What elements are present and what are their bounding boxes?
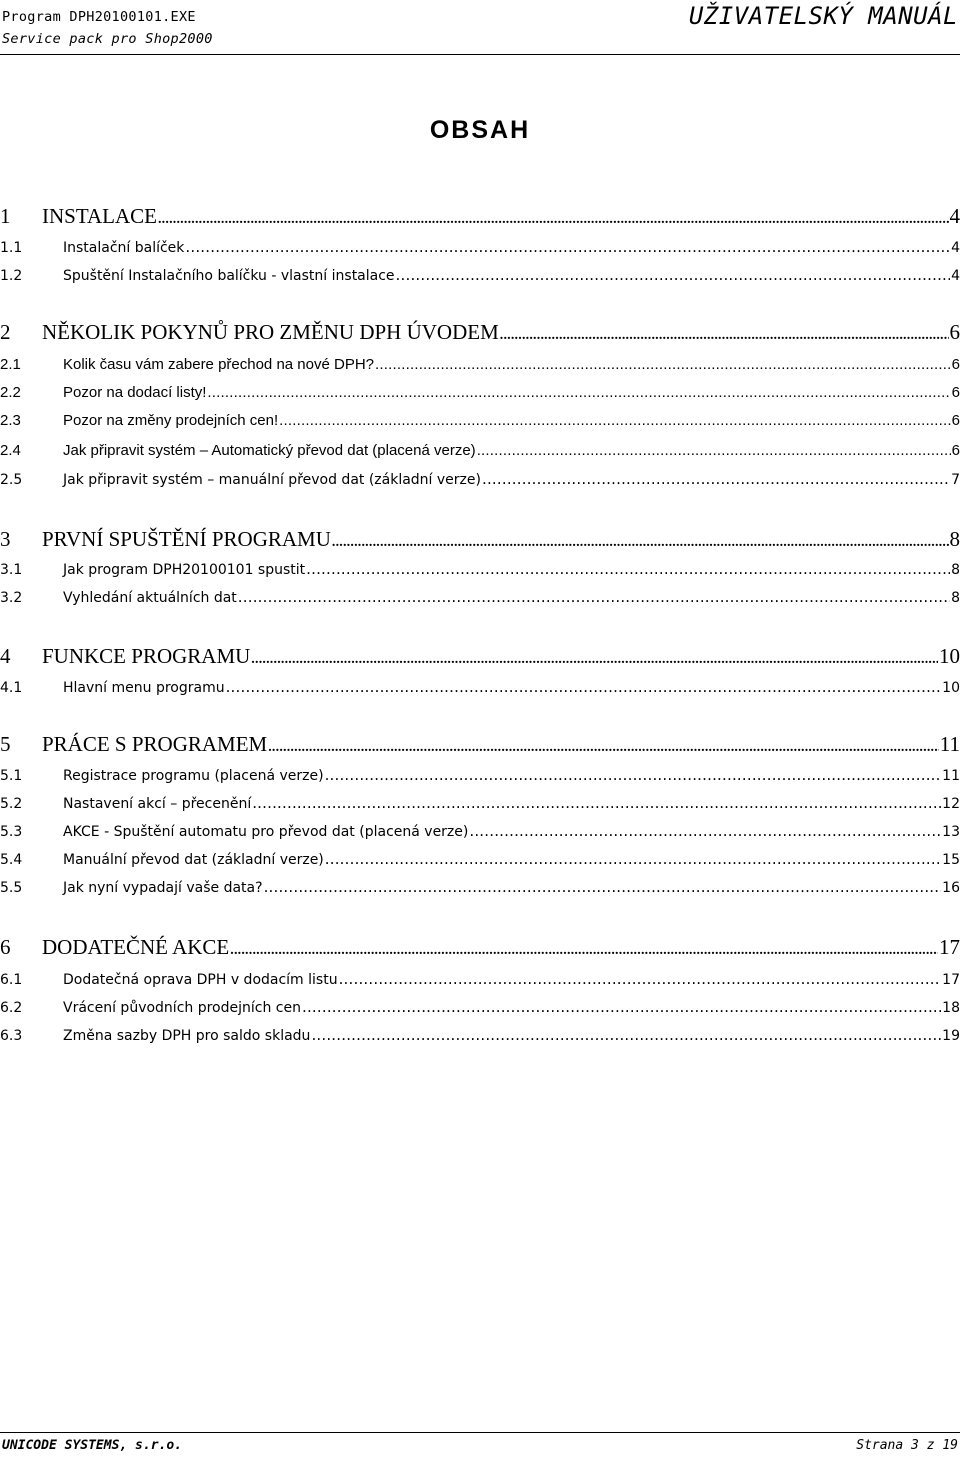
toc-entry-title: AKCE - Spuštění automatu pro převod dat (placená verze) (63, 824, 469, 840)
toc-leader-dots (252, 794, 941, 812)
toc-leader-dots (306, 560, 950, 578)
header-manual-title: UŽIVATELSKÝ MANUÁL (688, 2, 958, 30)
toc-entry-title: Hlavní menu programu (63, 680, 225, 696)
toc-entry-title: Pozor na změny prodejních cen! (63, 412, 279, 429)
toc-leader-dots (230, 943, 938, 959)
toc-section-entry[interactable] (0, 878, 960, 900)
toc-leader-dots (332, 535, 949, 551)
toc-entry-title: Spuštění Instalačního balíčku - vlastní instalace (63, 268, 395, 284)
toc-entry-page: 19 (942, 1028, 960, 1044)
toc-leader-dots (226, 678, 942, 696)
toc-entry-title: Jak program DPH20100101 spustit (63, 562, 306, 578)
toc-entry-page: 6 (951, 356, 960, 373)
toc-section-entry[interactable] (0, 356, 960, 378)
toc-section-entry[interactable] (0, 794, 960, 816)
toc-chapter-entry[interactable] (0, 320, 960, 348)
toc-entry-page: 8 (951, 590, 960, 606)
toc-entry-number: 5.2 (0, 796, 23, 812)
toc-entry-number: 3.1 (0, 562, 23, 578)
toc-entry-page: 4 (949, 204, 960, 228)
toc-entry-title: Kolik času vám zabere přechod na nové DPH? (63, 356, 375, 373)
toc-entry-page: 6 (951, 412, 960, 429)
toc-section-entry[interactable] (0, 560, 960, 582)
toc-chapter-entry[interactable] (0, 732, 960, 760)
toc-leader-dots (251, 652, 938, 668)
toc-entry-number: 1.1 (0, 240, 23, 256)
toc-entry-title: Změna sazby DPH pro saldo skladu (63, 1028, 311, 1044)
toc-leader-dots (339, 970, 942, 988)
toc-entry-number: 1.2 (0, 268, 23, 284)
toc-entry-page: 17 (942, 972, 960, 988)
toc-entry-page: 6 (951, 442, 960, 459)
toc-leader-dots (482, 470, 950, 488)
toc-entry-title: Manuální převod dat (základní verze) (63, 852, 324, 868)
toc-entry-number: 2 (0, 320, 11, 344)
toc-leader-dots (238, 588, 950, 606)
toc-entry-number: 5 (0, 732, 11, 756)
toc-entry-page: 4 (951, 240, 960, 256)
toc-entry-number: 6.3 (0, 1028, 23, 1044)
toc-entry-number: 4 (0, 644, 11, 668)
toc-entry-page: 8 (949, 527, 960, 551)
toc-title: OBSAH (429, 116, 531, 144)
toc-section-entry[interactable] (0, 850, 960, 872)
toc-entry-title: Registrace programu (placená verze) (63, 768, 324, 784)
toc-leader-dots (477, 442, 951, 459)
toc-entry-number: 1 (0, 204, 11, 228)
toc-entry-title: Jak nyní vypadají vaše data? (63, 880, 263, 896)
toc-section-entry[interactable] (0, 238, 960, 260)
toc-entry-title: Instalační balíček (63, 240, 185, 256)
toc-section-entry[interactable] (0, 766, 960, 788)
toc-leader-dots (268, 740, 939, 756)
footer-company: UNICODE SYSTEMS, s.r.o. (2, 1438, 183, 1453)
toc-entry-title: PRVNÍ SPUŠTĚNÍ PROGRAMU (42, 527, 331, 551)
header-subtitle: Service pack pro Shop2000 (2, 31, 213, 47)
toc-entry-number: 2.2 (0, 384, 21, 401)
toc-leader-dots (500, 328, 949, 344)
toc-leader-dots (396, 266, 951, 284)
toc-entry-number: 5.1 (0, 768, 23, 784)
header-program-name: Program DPH20100101.EXE (2, 9, 196, 25)
toc-entry-title: Nastavení akcí – přecenění (63, 796, 252, 812)
page-header (0, 0, 960, 56)
toc-section-entry[interactable] (0, 822, 960, 844)
toc-entry-page: 13 (942, 824, 960, 840)
toc-entry-title: PRÁCE S PROGRAMEM (42, 732, 268, 756)
toc-entry-page: 7 (951, 472, 960, 488)
toc-section-entry[interactable] (0, 588, 960, 610)
toc-entry-number: 2.5 (0, 472, 23, 488)
toc-entry-page: 18 (942, 1000, 960, 1016)
toc-section-entry[interactable] (0, 266, 960, 288)
toc-entry-number: 5.4 (0, 852, 23, 868)
toc-leader-dots (469, 822, 941, 840)
toc-entry-page: 11 (939, 732, 960, 756)
toc-entry-title: FUNKCE PROGRAMU (42, 644, 251, 668)
toc-entry-page: 12 (942, 796, 960, 812)
toc-entry-title: Vrácení původních prodejních cen (63, 1000, 301, 1016)
toc-chapter-entry[interactable] (0, 204, 960, 232)
toc-entry-page: 11 (942, 768, 960, 784)
toc-entry-page: 15 (942, 852, 960, 868)
toc-entry-page: 10 (942, 680, 960, 696)
toc-entry-number: 5.5 (0, 880, 23, 896)
toc-section-entry[interactable] (0, 1026, 960, 1048)
toc-entry-page: 4 (951, 268, 960, 284)
toc-entry-page: 6 (949, 320, 960, 344)
toc-entry-number: 6.2 (0, 1000, 23, 1016)
toc-leader-dots (279, 412, 951, 429)
toc-entry-number: 6.1 (0, 972, 23, 988)
toc-chapter-entry[interactable] (0, 644, 960, 672)
toc-entry-title: NĚKOLIK POKYNŮ PRO ZMĚNU DPH ÚVODEM (42, 320, 499, 344)
toc-entry-number: 3 (0, 527, 11, 551)
toc-leader-dots (158, 212, 949, 228)
toc-entry-number: 4.1 (0, 680, 23, 696)
toc-chapter-entry[interactable] (0, 527, 960, 555)
toc-leader-dots (185, 238, 950, 256)
toc-leader-dots (311, 1026, 941, 1044)
toc-entry-title: INSTALACE (42, 204, 157, 228)
toc-entry-page: 8 (951, 562, 960, 578)
toc-entry-title: Pozor na dodací listy! (63, 384, 207, 401)
toc-entry-title: Jak připravit systém – manuální převod dat (základní verze) (63, 472, 481, 488)
toc-leader-dots (375, 356, 951, 373)
toc-section-entry[interactable] (0, 678, 960, 700)
toc-section-entry[interactable] (0, 412, 960, 434)
toc-leader-dots (207, 384, 950, 401)
toc-entry-title: DODATEČNÉ AKCE (42, 935, 230, 959)
toc-section-entry[interactable] (0, 470, 960, 492)
toc-section-entry[interactable] (0, 998, 960, 1020)
footer-page-number: Strana 3 z 19 (856, 1438, 958, 1453)
toc-section-entry[interactable] (0, 384, 960, 406)
toc-section-entry[interactable] (0, 970, 960, 992)
header-divider (0, 54, 960, 55)
toc-section-entry[interactable] (0, 442, 960, 464)
toc-entry-page: 17 (939, 935, 960, 959)
toc-entry-title: Jak připravit systém – Automatický převod dat (placená verze) (63, 442, 476, 459)
toc-entry-number: 2.1 (0, 356, 21, 373)
toc-leader-dots (325, 850, 941, 868)
toc-entry-title: Vyhledání aktuálních dat (63, 590, 237, 606)
toc-entry-page: 6 (951, 384, 960, 401)
toc-leader-dots (264, 878, 942, 896)
toc-entry-page: 16 (942, 880, 960, 896)
toc-entry-page: 10 (939, 644, 960, 668)
toc-entry-number: 5.3 (0, 824, 23, 840)
toc-leader-dots (325, 766, 942, 784)
toc-entry-number: 2.4 (0, 442, 21, 459)
toc-leader-dots (302, 998, 941, 1016)
toc-entry-number: 2.3 (0, 412, 21, 429)
toc-entry-number: 6 (0, 935, 11, 959)
footer-divider (0, 1432, 960, 1433)
toc-entry-number: 3.2 (0, 590, 23, 606)
toc-entry-title: Dodatečná oprava DPH v dodacím listu (63, 972, 338, 988)
toc-chapter-entry[interactable] (0, 935, 960, 963)
